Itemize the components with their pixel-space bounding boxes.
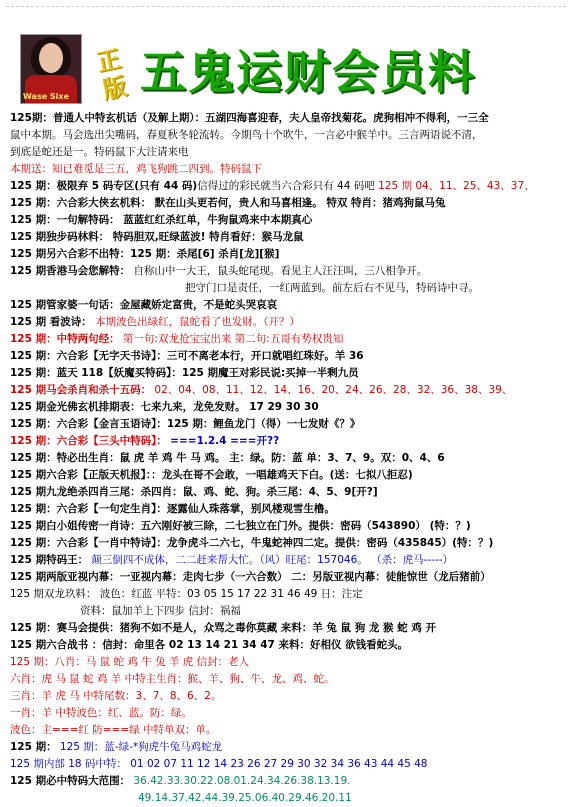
photo-face [39,43,63,73]
line-26: 125 期双龙玖料： 波色：红蓝 平特：03 05 15 17 22 31 46 49 日：注定 [10,588,363,600]
line-11-label: 125 期：中特两句经： [10,333,120,345]
line-10 [10,314,564,331]
line-35-text: 125 期：蓝-绿-*狗虎牛兔马鸡蛇龙 [59,741,223,753]
page-title: 五鬼运财会员料 [140,45,476,99]
line-2: 本期送：知已难觅是三五，鸡飞狗跳二四到。特码鼠下 [10,163,262,175]
line-17-label: 125 期：六合彩【三头中特码】： [10,435,167,447]
line-12: 125 期：六合彩【无字天书诗】：三可不离老本行，开口就唱红珠好。羊 36 [10,350,364,362]
line-7: 125 期另六合彩不出特：125 期：杀尾[6] 杀肖[龙][猴] [10,248,280,260]
content-list [10,110,564,807]
line-1a: 125期：普通人中特玄机话（及解上期）：五湖四海喜迎春，夫人皇帝找菊花。虎狗相冲不得利，一三全 [10,112,489,124]
line-5: 125 期：一句解特码： 蓝蓝红红杀红单，牛狗鼠鸡来中本期真心 [10,214,313,226]
line-8a-label: 125 期香港马会您解特： [10,265,131,277]
line-23: 125 期：六合彩【一肖中特诗】：龙争虎斗二六七，牛鬼蛇神四二定。提供：密码（435845）(特：？) [10,537,494,549]
line-20: 125 期九龙绝杀四肖三尾：杀四肖：鼠、鸡、蛇、狗。杀三尾：4、5、9[开?] [10,486,378,498]
line-18: 125 期：特必出生肖：鼠 虎 羊 鸡 牛 马 鸡。 主：绿。防：蓝 单：3、7、9。双：0、4、6 [10,452,445,464]
line-3 [10,178,564,195]
line-11 [10,331,564,348]
line-19: 125 期六合彩【正版天机报】：：龙头在哥不会敢，一唱雄鸡天下白。(送：七拟八拒忍) [10,469,413,481]
line-38: 49.14.37.42.44.39.25.06.40.29.46.20.11 [138,792,352,804]
line-1b: 鼠中本期。马会选出尖嘴码，春夏秋冬轮流转。今期鸟十个吹牛，一言必中猴羊中。三言两语说不清， [10,129,483,141]
line-33: 一肖：羊 中特波色：红、蓝。防：绿。 [10,707,192,719]
line-34: 波色：主===红 防===绿 中特单双：单。 [10,724,217,736]
line-28: 125 期：赛马会提供：猪狗不如不是人，众骂之毒你莫藏 来料：羊 兔 鼠 狗 龙 猴 蛇 鸡 开 [10,622,436,634]
line-3-label: 125 期：极限弃 5 码专区(只有 44 码) [10,180,198,192]
line-15: 125 期金光佛玄机排期表：七来九来，龙免发财。 17 29 30 30 [10,401,319,413]
line-3-text: 信得过的彩民就当六合彩只有 44 码吧 [197,180,375,192]
line-8a [10,263,564,280]
line-37 [10,773,564,790]
line-31: 六肖：虎 马 鼠 蛇 鸡 羊 中特主生肖：猴、羊、狗、牛、龙、鸡、蛇。 [10,673,335,685]
line-24-text: 颠三倒四不成体，二二赶来帮大忙。（风）旺尾：157046。 （杀：虎马-----） [91,554,454,566]
line-9: 125 期管家婆一句话：金屋藏娇定富贵，不是蛇头哭哀哀 [10,299,278,311]
line-29: 125 期六合战书 ：信封：命里各 02 13 14 21 34 47 来料：好相仪 欲钱看蛇头。 [10,639,409,651]
line-24-label: 125 期特码王： [10,554,89,566]
line-6: 125 期独步码林料： 特码胆双,旺绿蓝波! 特肖看好：猴马龙鼠 [10,231,304,243]
line-14 [10,382,564,399]
line-30-text: 125 期：八肖：马 鼠 蛇 鸡 牛 兔 羊 虎 信封：老人 [10,656,250,668]
line-37-text: 36.42.33.30.22.08.01.24.34.26.38.13.19. [133,775,351,787]
line-32: 三肖：羊 虎 马 中特尾数：3、7、8、6、2。 [10,690,222,702]
line-8a-text: 自称山中一大王，鼠头蛇尾现。看见主人汪汪叫，三八相争开。 [133,265,428,277]
line-1c: 到底是蛇还是一。特码鼠下大注请来电 [10,146,189,158]
line-36 [10,756,564,773]
line-30 [10,654,564,671]
header-banner [6,6,566,110]
photo-signature: Wase Sixe [23,92,69,101]
line-21: 125 期：六合彩【一句定生肖】：逐露仙人珠落掌，别风楼观雪生橹。 [10,503,335,515]
line-25: 125 期两版亚视内幕：一亚视内幕：走肉七步（一六合数） 二：另版亚视内幕：徒能惊世（龙后猪前） [10,571,491,583]
line-35 [10,739,564,756]
line-8b: 把守门口是责任，一红两蓝到。前左后右不见马，特码诗中寻。 [185,282,479,294]
line-17-text: ===1.2.4 ===开?? [170,435,280,447]
line-11-text: 第一句:双龙抢宝宝出来 第二句:五哥有势权贵知 [122,333,344,345]
line-35-label: 125 期： [10,741,57,753]
line-13: 125 期：蓝天 118【妖魔买特码】：125 期魔王对彩民说:买掉一半剩九员 [10,367,359,379]
portrait-photo [20,34,82,104]
line-37-label: 125 期必中特码大范围： [10,775,131,787]
line-22: 125 期白小姐传密一肖诗：五六刚好被三除，二七独立在门外。提供：密码（543890） (特：？) [10,520,471,532]
line-17 [10,433,564,450]
line-16: 125 期：六合彩【金言玉语诗】：125 期：鲤鱼龙门（得）一七发财《？》 [10,418,361,430]
line-27: 资料：鼠加羊上下四步 信封：祸福 [80,605,241,617]
line-24 [10,552,564,569]
line-10-text: 本期波色出绿红，鼠蛇看了也发财。（开？） [95,316,300,328]
zhengban-stamp: 正版 [94,43,130,105]
line-36-text: 125 期内部 18 码中特： 01 02 07 11 12 14 23 26 27 29 30 32 34 36 43 44 45 48 [10,758,428,770]
line-14-label: 125 期马会杀肖和杀十五码： [10,384,152,396]
line-4: 125 期：六合彩大侠玄机料： 默在山头更若何，贵人和马喜相逢。 特双 特肖：猪鸡狗鼠马兔 [10,197,446,209]
line-10-label: 125 期 看波诗： [10,316,92,328]
line-14-text: 02、04、08、11、12、14、16、20、24、26、28、32、36、38、39、 [154,384,513,396]
line-3-nums: 125 期 04、11、25、43、37、 [378,180,535,192]
